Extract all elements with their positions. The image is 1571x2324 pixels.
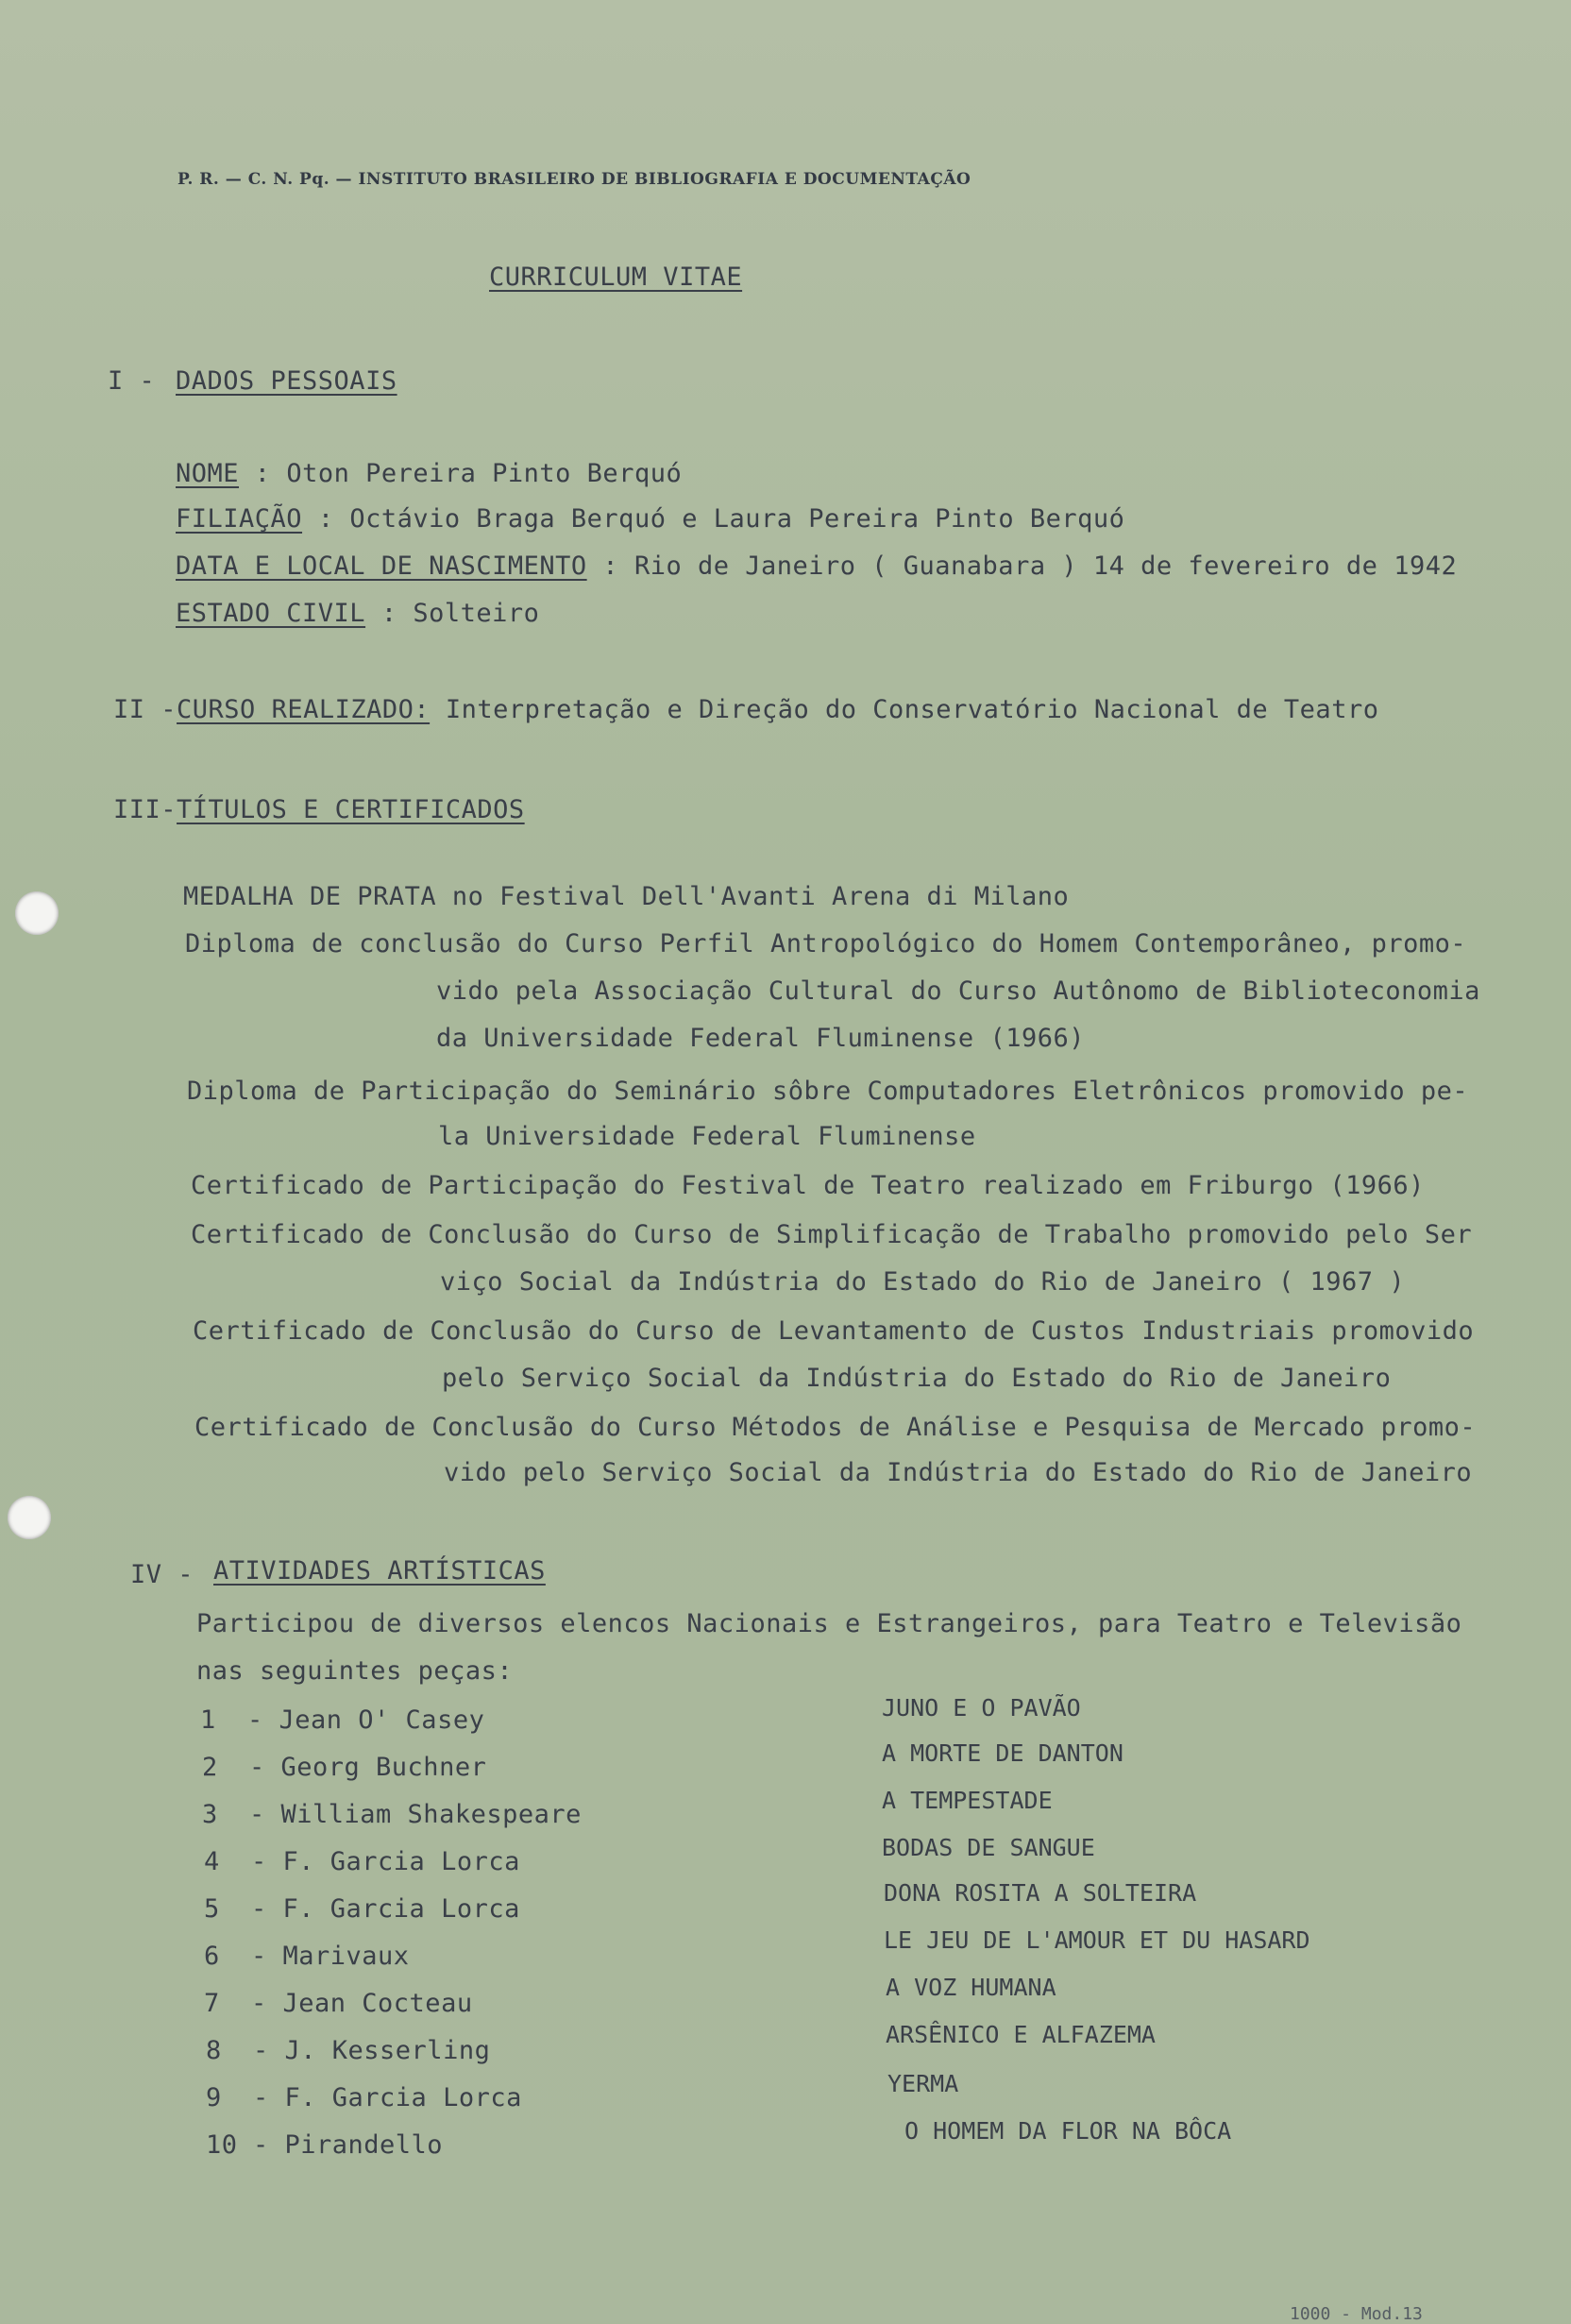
- play-number: 10: [206, 2130, 238, 2160]
- play-number: 7: [204, 1989, 220, 2018]
- cert-line: Certificado de Conclusão do Curso Métodos de Análise e Pesquisa de Mercado promo-: [194, 1413, 1477, 1442]
- play-title: BODAS DE SANGUE: [882, 1834, 1095, 1861]
- field-nome: [176, 459, 682, 488]
- play-author: - F. Garcia Lorca: [253, 2083, 522, 2112]
- field-value: Oton Pereira Pinto Berquó: [286, 459, 683, 488]
- play-title: YERMA: [887, 2070, 959, 2097]
- section2-value: Interpretação e Direção do Conservatório Nacional de Teatro: [445, 695, 1379, 724]
- field-filiacao: [176, 504, 1124, 534]
- field-value: Octávio Braga Berquó e Laura Pereira Pinto Berquó: [349, 504, 1125, 534]
- section3-number: III-: [113, 795, 177, 824]
- play-author: - F. Garcia Lorca: [251, 1847, 520, 1876]
- play-number: 8: [206, 2036, 222, 2065]
- cert-line: Diploma de conclusão do Curso Perfil Antropológico do Homem Contemporâneo, promo-: [185, 929, 1467, 958]
- play-number: 2: [202, 1753, 218, 1782]
- play-author: - Georg Buchner: [249, 1753, 487, 1782]
- cert-line-cont: vido pela Associação Cultural do Curso Autônomo de Biblioteconomia: [436, 976, 1480, 1006]
- play-title: A TEMPESTADE: [882, 1787, 1053, 1814]
- section3-line: [113, 795, 525, 824]
- cert-line: MEDALHA DE PRATA no Festival Dell'Avanti Arena di Milano: [183, 882, 1070, 911]
- section1-heading: DADOS PESSOAIS: [176, 366, 397, 396]
- field-label: NOME: [176, 459, 240, 488]
- cert-line: Certificado de Conclusão do Curso de Levantamento de Custos Industriais promovido: [193, 1316, 1475, 1346]
- play-author: - Marivaux: [251, 1942, 410, 1971]
- field-separator: :: [254, 459, 271, 488]
- play-number: 4: [204, 1847, 220, 1876]
- section2-heading: CURSO REALIZADO:: [177, 695, 431, 724]
- field-label: FILIAÇÃO: [176, 504, 303, 534]
- field-separator: :: [317, 504, 334, 534]
- section2-line: [113, 695, 1378, 724]
- form-code: 1000 - Mod.13: [1290, 2304, 1423, 2324]
- play-title: LE JEU DE L'AMOUR ET DU HASARD: [884, 1926, 1310, 1954]
- play-author: - Jean Cocteau: [251, 1989, 473, 2018]
- play-author: - William Shakespeare: [249, 1800, 582, 1829]
- section4-number: IV -: [130, 1560, 194, 1589]
- section4-intro: Participou de diversos elencos Nacionais e Estrangeiros, para Teatro e Televisão: [196, 1609, 1462, 1638]
- punch-hole-top: [15, 891, 59, 935]
- cert-line-cont: pelo Serviço Social da Indústria do Estado do Rio de Janeiro: [442, 1364, 1392, 1393]
- section1-number: I -: [108, 366, 156, 396]
- cert-line-cont: vido pelo Serviço Social da Indústria do Estado do Rio de Janeiro: [444, 1458, 1473, 1487]
- section4-heading: ATIVIDADES ARTÍSTICAS: [213, 1556, 546, 1586]
- document-title: CURRICULUM VITAE: [489, 263, 743, 292]
- play-title: JUNO E O PAVÃO: [882, 1694, 1081, 1722]
- section4-intro-2: nas seguintes peças:: [196, 1656, 514, 1686]
- play-title: DONA ROSITA A SOLTEIRA: [884, 1879, 1197, 1907]
- cert-line: Certificado de Conclusão do Curso de Simplificação de Trabalho promovido pelo Ser: [191, 1220, 1473, 1249]
- play-number: 1: [200, 1705, 216, 1735]
- field-value: Solteiro: [413, 599, 540, 628]
- play-number: 6: [204, 1942, 220, 1971]
- field-label: DATA E LOCAL DE NASCIMENTO: [176, 551, 587, 581]
- punch-hole-bottom: [8, 1496, 51, 1539]
- play-number: 3: [202, 1800, 218, 1829]
- play-author: - Pirandello: [253, 2130, 444, 2160]
- field-value: Rio de Janeiro ( Guanabara ) 14 de fevereiro de 1942: [633, 551, 1458, 581]
- cert-line: Certificado de Participação do Festival de Teatro realizado em Friburgo (1966): [191, 1171, 1425, 1200]
- cert-line-cont: da Universidade Federal Fluminense (1966): [436, 1024, 1085, 1053]
- play-number: 9: [206, 2083, 222, 2112]
- cert-line: Diploma de Participação do Seminário sôbre Computadores Eletrônicos promovido pe-: [187, 1077, 1469, 1106]
- field-separator: :: [602, 551, 619, 581]
- cert-line-cont: la Universidade Federal Fluminense: [438, 1122, 976, 1151]
- play-author: - J. Kesserling: [253, 2036, 491, 2065]
- play-number: 5: [204, 1894, 220, 1924]
- field-estado-civil: [176, 599, 539, 628]
- field-label: ESTADO CIVIL: [176, 599, 366, 628]
- field-nascimento: [176, 551, 1457, 581]
- cert-line-cont: viço Social da Indústria do Estado do Rio de Janeiro ( 1967 ): [440, 1267, 1406, 1297]
- play-author: - Jean O' Casey: [247, 1705, 485, 1735]
- play-title: O HOMEM DA FLOR NA BÔCA: [904, 2117, 1232, 2145]
- play-title: ARSÊNICO E ALFAZEMA: [886, 2021, 1156, 2048]
- play-author: - F. Garcia Lorca: [251, 1894, 520, 1924]
- play-title: A VOZ HUMANA: [886, 1974, 1056, 2001]
- section2-number: II -: [113, 695, 177, 724]
- field-separator: :: [380, 599, 397, 628]
- institution-header: P. R. — C. N. Pq. — INSTITUTO BRASILEIRO DE BIBLIOGRAFIA E DOCUMENTAÇÃO: [177, 170, 971, 189]
- play-title: A MORTE DE DANTON: [882, 1739, 1123, 1767]
- section3-heading: TÍTULOS E CERTIFICADOS: [177, 795, 525, 824]
